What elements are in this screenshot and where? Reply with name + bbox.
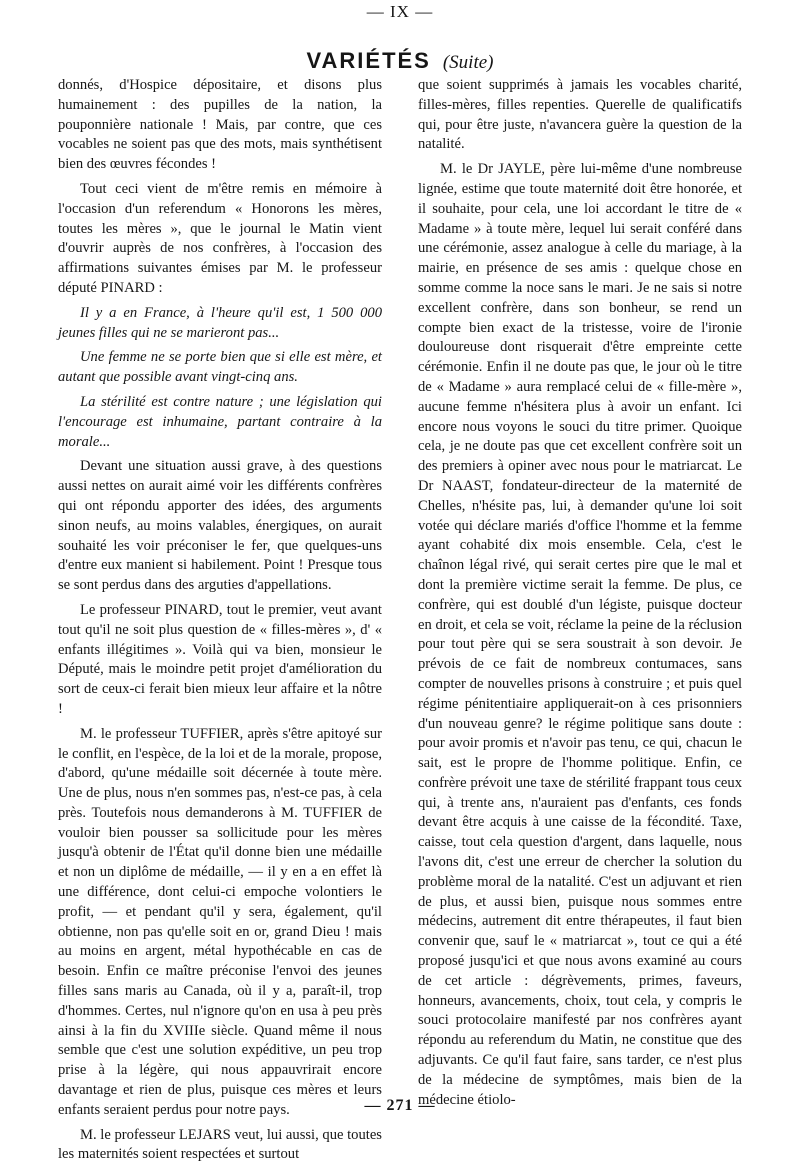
paragraph: Il y a en France, à l'heure qu'il est, 1 500 000 jeunes filles qui ne se marieront pas... xyxy=(58,304,382,341)
paragraph: La stérilité est contre nature ; une législation qui l'encourage est inhumaine, partant contraire à la morale... xyxy=(58,393,382,450)
right-column xyxy=(418,76,742,1108)
page-roman-numeral: — IX — xyxy=(366,2,434,21)
paragraph: Le professeur PINARD, tout le premier, veut avant tout qu'il ne soit plus question de « filles-mères », d' « enfants illégitimes ». Voilà qui va bien, monsieur le Député, mais le moindre petit projet d'amélioration du sort de ceux-ci ferait bien mieux leur affaire et la nôtre ! xyxy=(58,601,382,717)
paragraph: que soient supprimés à jamais les vocables charité, filles-mères, filles repenties. Querelle de qualificatifs qui, pour être juste, n'avancera guère la question de la natalité. xyxy=(418,77,742,153)
paragraph: M. le professeur TUFFIER, après s'être apitoyé sur le conflit, en l'espèce, de la loi et de la morale, propose, d'abord, qu'une médaille soit décernée à toute mère. Une de plus, nous n'en sommes pas, n'est-ce pas, à cela près. Toutefois nous demanderons à M. TUFFIER de vouloir bien pousser sa sollicitude pour les mères jusqu'à obtenir de l'État qu'il donne bien une médaille et non un diplôme de médaille, — il y en a en effet là une différence, dont celui-ci empoche volontiers le profit, — et pendant qu'il y sera, également, qu'il obtienne, non pas qu'elle soit en or, grand Dieu ! mais au moins en argent, métal hypothécable en cas de besoin. Enfin ce maître préconise l'envoi des jeunes filles sans maris au Canada, où il y a, paraît-il, trop d'hommes. Certes, nul n'ignore qu'on en usa à peu près ainsi à la fin du XVIIIe siècle. Quand même il nous semble que c'est une solution expéditive, un peu trop prise à la légère, qui nous appauvrirait encore davantage et rien de plus, puisque ces mères et leurs enfants seraient perdus pour notre pays. xyxy=(58,725,382,1118)
section-subtitle: (Suite) xyxy=(442,52,494,73)
paragraph: Tout ceci vient de m'être remis en mémoire à l'occasion d'un referendum « Honorons les mères, toutes les mères », que le journal le Matin vient d'ouvrir auprès de nos confrères, à l'occasion des affirmations suivantes émises par M. le professeur député PINARD : xyxy=(58,180,382,296)
section-header xyxy=(0,48,800,74)
paragraph: Une femme ne se porte bien que si elle est mère, et autant que possible avant vingt-cinq ans. xyxy=(58,349,382,386)
section-title: VARIÉTÉS xyxy=(306,48,431,73)
left-column xyxy=(58,76,382,1163)
paragraph: donnés, d'Hospice dépositaire, et disons plus humainement : des pupilles de la nation, la pouponnière nationale ! Mais, par contre, que ces vocables ne soient pas que des mots, mais synthétisent bien des œuvres fécondes ! xyxy=(58,77,382,173)
paragraph: M. le professeur LEJARS veut, lui aussi, que toutes les maternités soient respectées et surtout xyxy=(58,1126,382,1163)
paragraph: Devant une situation aussi grave, à des questions aussi nettes on aurait aimé voir les différents confrères qui ont répondu apporter des idées, des arguments sinon neufs, au moins valables, énergiques, on aurait souhaité les voir préconiser le fer, que quelques-uns d'entre eux manient si habilement. Point ! Presque tous se sont perdus dans des arguties d'appellations. xyxy=(58,458,382,594)
page-number: — 271 — xyxy=(364,1097,436,1114)
paragraph: M. le Dr JAYLE, père lui-même d'une nombreuse lignée, estime que toute maternité doit être honorée, et il souhaite, pour cela, une loi accordant le titre de « Madame » à toute mère, lequel lui serait conféré dans une cérémonie, assez analogue à celle du mariage, à la mairie, en présence de ses amis : quelque chose en somme comme la noce sans le mari. Je ne sais si notre excellent confrère, dans son bonheur, se rend un compte bien exact de la tristesse, voire de l'ironie douloureuse dont risquerait d'être empreinte cette cérémonie. Enfin il ne doute pas que, le jour où le titre de « Madame » aura remplacé celui de « fille-mère », aucune femme n'hésitera plus à avoir un enfant. Ici encore nous voyons le souci du titre primer. Quoique cela, je ne doute pas que cet excellent confrère soit un des premiers à opiner avec nous pour le matriarcat. Le Dr NAAST, fondateur-directeur de la maternité de Chelles, n'hésite pas, lui, à demander qu'une loi soit votée qui déclare mariés d'office l'homme et la femme ayant cohabité dix mois ensemble. Cela, c'est le chaînon légal rivé, qui serait certes pire que le mal et dont la première victime serait la femme. De plus, ce confrère, qui est doublé d'un légiste, puisque docteur en droit, et cela se voit, réclame la peine de la réclusion pour tout père qui se sera soustrait à son devoir. Je prévois de ce fait de nombreux contumaces, sans compter de nouvelles prisons à construire ; et puis quel régime pénitentiaire appliquerait-on à ces prisonniers d'un nouveau genre? le régime politique sans doute : pour avoir promis et n'avoir pas tenu, ce qui, chacun le sait, est le propre de l'homme politique. Enfin, ce confrère prévoit une taxe de stérilité frappant tous ceux qui, à trente ans, n'auraient pas d'enfants, ces fonds devant être acquis à une caisse de la fécondité. Taxe, caisse, tout cela question d'argent, dans laquelle, nous l'avons dit, c'est une erreur de chercher la solution du problème moral de la natalité. C'est un adjuvant et rien de plus, et aussi bien, puisque nous sommes entre médecins, autrement dit entre thérapeutes, il faut bien convenir que, sauf le « matriarcat », tout ce qui a été proposé jusqu'ici et que nous avons examiné au cours de cet article : dégrèvements, primes, faveurs, honneurs, avancements, choix, tout cela, y compris le souci protocolaire manifesté par nos confrères ayant répondu au referendum du Matin, ne constitue que des adjuvants. Ce qu'il faut faire, sans tarder, ce n'est plus de la médecine de symptômes, mais bien de la médecine étiolo- xyxy=(418,161,742,1108)
